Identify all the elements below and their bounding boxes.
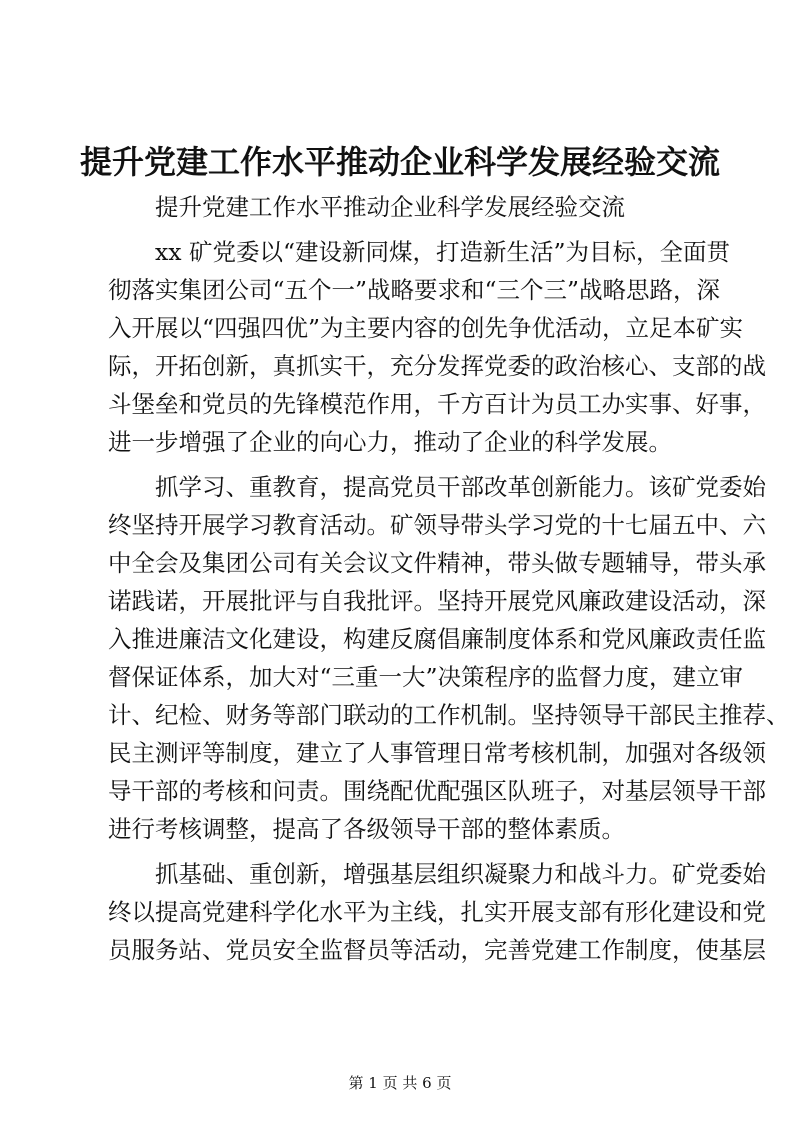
text-line: xx 矿党委以“建设新同煤，打造新生活”为目标，全面贯: [155, 238, 731, 266]
text-line: 民主测评等制度，建立了人事管理日常考核机制，加强对各级领: [108, 739, 766, 767]
paragraph: [108, 855, 766, 969]
text-line: 员服务站、党员安全监督员等活动，完善党建工作制度，使基层: [108, 936, 766, 964]
text-line: 彻落实集团公司“五个一”战略要求和“三个三”战略思路，深: [108, 276, 721, 304]
text-line: 入开展以“四强四优”为主要内容的创先争优活动，立足本矿实: [108, 314, 744, 342]
text-line: 中全会及集团公司有关会议文件精神，带头做专题辅导，带头承: [108, 549, 766, 577]
text-line: 进一步增强了企业的向心力，推动了企业的科学发展。: [108, 428, 672, 456]
paragraph: [108, 188, 708, 226]
text-line: 诺践诺，开展批评与自我批评。坚持开展党风廉政建设活动，深: [108, 587, 766, 615]
text-line: 督保证体系，加大对“三重一大”决策程序的监督力度，建立审: [108, 663, 744, 691]
page-number-footer: 第 1 页 共 6 页: [348, 1074, 452, 1092]
text-line: 计、纪检、财务等部门联动的工作机制。坚持领导干部民主推荐、: [108, 701, 790, 729]
text-line: 斗堡垒和党员的先锋模范作用，千方百计为员工办实事、好事，: [108, 390, 766, 418]
text-line: 抓学习、重教育，提高党员干部改革创新能力。该矿党委始: [155, 473, 766, 501]
document-body: [108, 188, 790, 969]
text-line: 进行考核调整，提高了各级领导干部的整体素质。: [108, 815, 625, 843]
document-title: 提升党建工作水平推动企业科学发展经验交流: [79, 143, 720, 181]
text-line: 抓基础、重创新，增强基层组织凝聚力和战斗力。矿党委始: [155, 860, 766, 888]
text-line: 终以提高党建科学化水平为主线，扎实开展支部有形化建设和党: [108, 898, 766, 926]
text-line: 入推进廉洁文化建设，构建反腐倡廉制度体系和党风廉政责任监: [108, 625, 766, 653]
text-line: 际，开拓创新，真抓实干，充分发挥党委的政治核心、支部的战: [108, 352, 766, 380]
paragraph: [108, 233, 766, 461]
text-line: 提升党建工作水平推动企业科学发展经验交流: [155, 193, 625, 221]
text-line: 导干部的考核和问责。围绕配优配强区队班子，对基层领导干部: [108, 777, 766, 805]
text-line: 终坚持开展学习教育活动。矿领导带头学习党的十七届五中、六: [108, 511, 766, 539]
paragraph: [108, 468, 790, 848]
